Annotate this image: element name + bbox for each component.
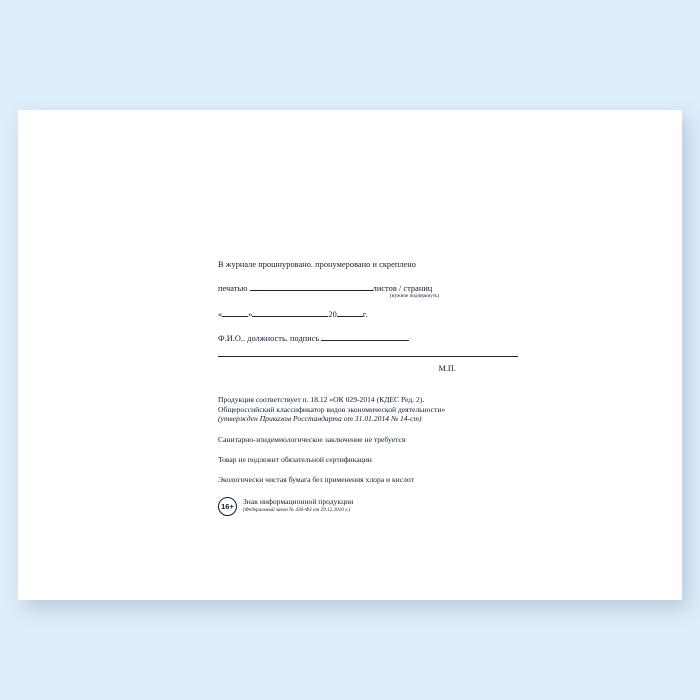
seal-line: [218, 282, 518, 295]
fio-label: Ф.И.О.. должность. подпись: [218, 334, 320, 343]
date-year-field[interactable]: [337, 308, 363, 317]
date-year-suffix: г.: [362, 310, 368, 319]
age-mark-text: [243, 497, 353, 515]
age-rating-badge-icon: 16+: [218, 497, 237, 516]
okved-line-3: (утвержден Приказом Росстандарта от 31.01.2014 № 14-ст): [218, 414, 422, 424]
eco-note: Экологически чистая бумага без применения хлора и кислот: [218, 474, 414, 484]
certification-note: Товар не подлежит обязательной сертификации: [218, 454, 372, 464]
okved-line-1: Продукция соответствует п. 18.12 «ОК 029-2014 (КДЕС Ред. 2).: [218, 395, 425, 404]
okved-line-2: Общероссийский классификатор видов экономической деятельности»: [218, 404, 446, 414]
document-content: [218, 258, 518, 516]
sanitary-note: Санитарно-эпидемиологическое заключение не требуется: [218, 434, 406, 444]
date-month-field[interactable]: [252, 308, 328, 317]
date-day-field[interactable]: [222, 308, 248, 317]
seal-fill-field[interactable]: [250, 282, 373, 291]
age-mark-title: Знак информационной продукции: [243, 497, 354, 507]
journal-statement-line: В журнале прошнуровано. пронумеровано и скреплено: [218, 260, 416, 269]
date-year-prefix: 20: [328, 310, 337, 319]
document-page: [18, 110, 682, 600]
okved-block: [218, 395, 518, 424]
date-close-quote: »: [248, 310, 253, 319]
fio-line: [218, 332, 518, 345]
date-open-quote: «: [218, 310, 223, 319]
seal-suffix: листов / страниц: [372, 284, 433, 293]
date-line: [218, 308, 518, 321]
age-mark-row: [218, 497, 518, 516]
signature-rule[interactable]: [218, 355, 518, 357]
fio-fill-field[interactable]: [321, 332, 409, 341]
mp-label: М.П.: [438, 364, 456, 373]
age-mark-subtitle: (Федеральный закон № 436-ФЗ от 29.12.2010 г.): [243, 507, 351, 514]
seal-note: (нужное подчеркнуть): [390, 293, 440, 299]
seal-label: печатью: [218, 284, 248, 293]
